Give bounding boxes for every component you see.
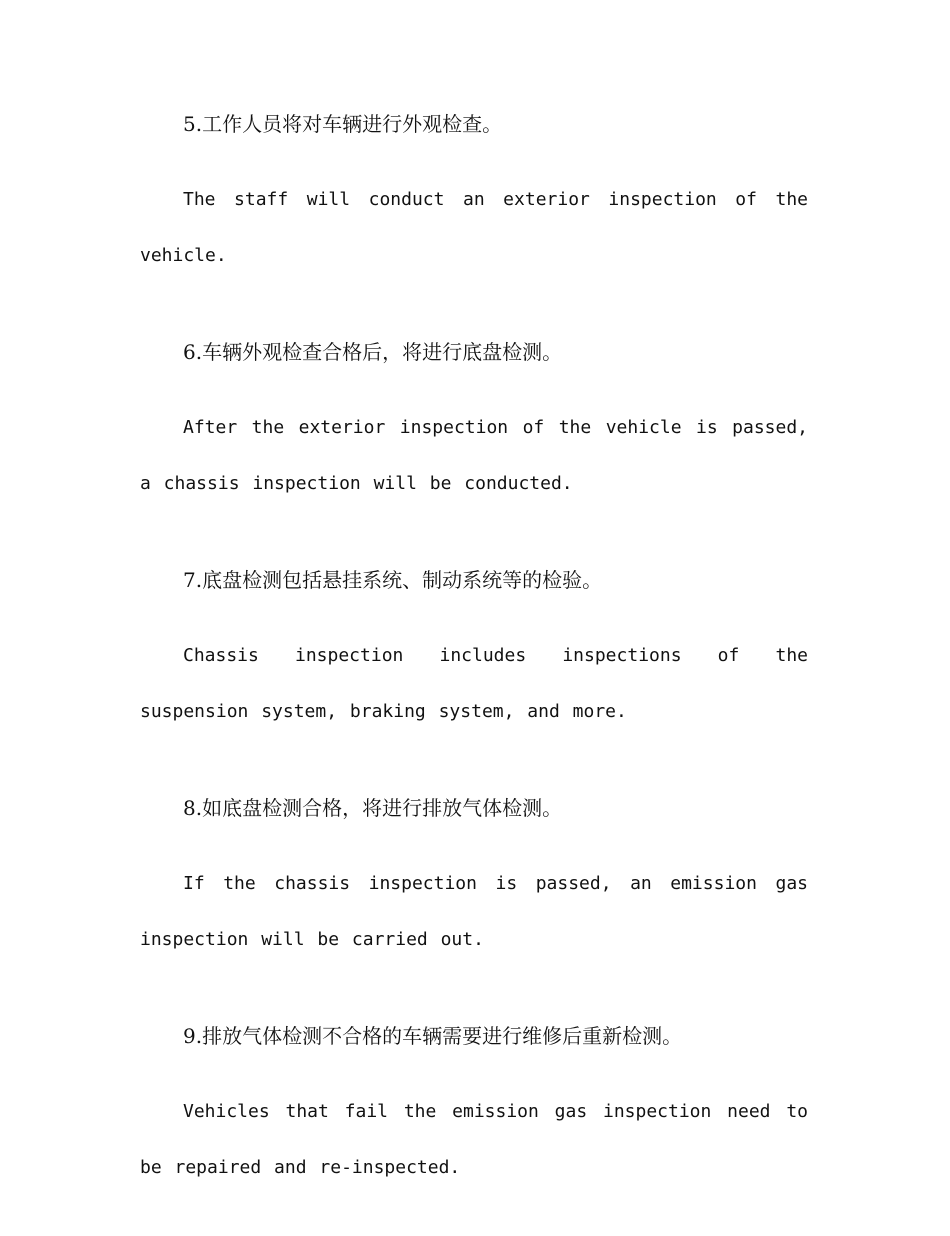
list-item (140, 780, 808, 968)
list-item (140, 1008, 808, 1196)
item-9-chinese: 9.排放气体检测不合格的车辆需要进行维修后重新检测。 (183, 1024, 683, 1048)
list-item (140, 552, 808, 740)
item-6-chinese: 6.车辆外观检查合格后，将进行底盘检测。 (183, 340, 563, 364)
document-body (140, 96, 808, 1236)
item-8-english: If the chassis inspection is passed, an emission gas inspection will be carried out. (140, 873, 808, 950)
item-8-chinese: 8.如底盘检测合格，将进行排放气体检测。 (183, 796, 563, 820)
item-5-english: The staff will conduct an exterior inspection of the vehicle. (140, 189, 808, 266)
list-item (140, 324, 808, 512)
item-7-english: Chassis inspection includes inspections of the suspension system, braking system, and more. (140, 645, 808, 722)
item-6-english: After the exterior inspection of the vehicle is passed, a chassis inspection will be conducted. (140, 417, 808, 494)
item-7-chinese: 7.底盘检测包括悬挂系统、制动系统等的检验。 (183, 568, 603, 592)
item-9-english: Vehicles that fail the emission gas inspection need to be repaired and re-inspected. (140, 1101, 808, 1178)
item-5-chinese: 5.工作人员将对车辆进行外观检查。 (183, 112, 503, 136)
list-item (140, 96, 808, 284)
